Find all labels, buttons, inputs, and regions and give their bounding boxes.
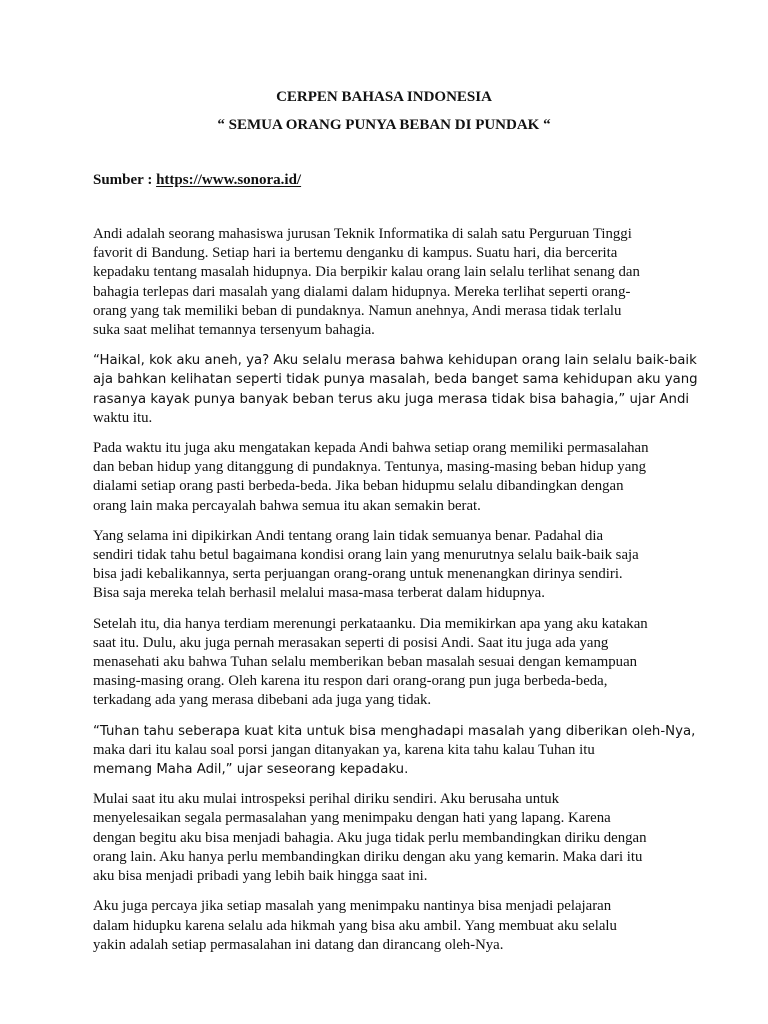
paragraph-line: orang lain. Aku hanya perlu membandingkan diriku dengan aku yang kemarin. Maka dari itu xyxy=(93,848,643,865)
paragraph-line: Bisa saja mereka telah berhasil melalui masa-masa terberat dalam hidupnya. xyxy=(93,585,545,602)
paragraph-line: dialami setiap orang pasti berbeda-beda. Jika beban hidupmu selalu dibandingkan dengan xyxy=(93,478,624,495)
source-label: Sumber : xyxy=(93,172,157,188)
paragraph-line: Pada waktu itu juga aku mengatakan kepada Andi bahwa setiap orang memiliki permasalahan xyxy=(93,440,649,457)
paragraph-line: aja bahkan kelihatan seperti tidak punya masalah, beda banget sama kehidupan aku yang xyxy=(93,372,698,388)
paragraph-line: maka dari itu kalau soal porsi jangan ditanyakan ya, karena kita tahu kalau Tuhan itu xyxy=(93,741,595,758)
paragraph-line: suka saat melihat temannya tersenyum bahagia. xyxy=(93,322,375,339)
paragraph-line: dan beban hidup yang ditanggung di pundaknya. Tentunya, masing-masing beban hidup yang xyxy=(93,459,647,476)
story-body xyxy=(93,225,698,966)
paragraph-line: orang lain maka percayalah bahwa semua itu akan semakin berat. xyxy=(93,497,481,514)
source-link[interactable]: https://www.sonora.id/ xyxy=(156,172,302,188)
paragraph-line: Mulai saat itu aku mulai introspeksi perihal diriku sendiri. Aku berusaha untuk xyxy=(93,791,560,808)
paragraph-line: yakin adalah setiap permasalahan ini datang dan dirancang oleh-Nya. xyxy=(93,936,504,953)
paragraph-line: dalam hidupku karena selalu ada hikmah yang bisa aku ambil. Yang membuat aku selalu xyxy=(93,917,617,934)
paragraph-line: “Tuhan tahu seberapa kuat kita untuk bisa menghadapi masalah yang diberikan oleh-Nya, xyxy=(93,723,696,739)
story-paragraph xyxy=(93,225,683,340)
paragraph-line: saat itu. Dulu, aku juga pernah merasakan seperti di posisi Andi. Saat itu juga ada yang xyxy=(93,634,609,651)
paragraph-line: kepadaku tentang masalah hidupnya. Dia berpikir kalau orang lain selalu terlihat senang dan xyxy=(93,264,640,281)
story-paragraph xyxy=(93,722,696,780)
paragraph-line: masing-masing orang. Oleh karena itu respon dari orang-orang pun juga berbeda-beda, xyxy=(93,673,608,690)
paragraph-line: favorit di Bandung. Setiap hari ia bertemu denganku di kampus. Suatu hari, dia bercerita xyxy=(93,245,618,262)
paragraph-line: aku bisa menjadi pribadi yang lebih baik hingga saat ini. xyxy=(93,868,428,885)
paragraph-line: “Haikal, kok aku aneh, ya? Aku selalu merasa bahwa kehidupan orang lain selalu baik-baik xyxy=(93,353,697,369)
paragraph-line: waktu itu. xyxy=(93,409,153,426)
paragraph-line: bisa jadi kebalikannya, serta perjuangan orang-orang untuk menenangkan dirinya sendiri. xyxy=(93,566,623,583)
story-paragraph xyxy=(93,790,683,886)
paragraph-line: orang yang tak memiliki beban di pundaknya. Namun anehnya, Andi merasa tidak terlalu xyxy=(93,302,622,319)
story-paragraph xyxy=(93,351,698,428)
paragraph-line: terkadang ada yang merasa dibebani ada juga yang tidak. xyxy=(93,692,432,709)
source-line xyxy=(93,170,301,190)
paragraph-line: menasehati aku bahwa Tuhan selalu memberikan beban masalah sesuai dengan kemampuan xyxy=(93,654,638,671)
paragraph-line: memang Maha Adil,” ujar seseorang kepadaku. xyxy=(93,762,409,778)
paragraph-line: Aku juga percaya jika setiap masalah yang menimpaku nantinya bisa menjadi pelajaran xyxy=(93,898,612,915)
paragraph-line: bahagia terlepas dari masalah yang dialami dalam hidupnya. Mereka terlihat seperti orang- xyxy=(93,283,631,300)
story-paragraph xyxy=(93,897,683,955)
paragraph-line: sendiri tidak tahu betul bagaimana kondisi orang lain yang menurutnya selalu baik-baik saja xyxy=(93,547,639,564)
story-paragraph xyxy=(93,615,683,711)
story-paragraph xyxy=(93,439,683,516)
paragraph-line: rasanya kayak punya banyak beban terus aku juga merasa tidak bisa bahagia,” ujar Andi xyxy=(93,391,690,407)
paragraph-line: Setelah itu, dia hanya terdiam merenungi perkataanku. Dia memikirkan apa yang aku katakan xyxy=(93,615,648,632)
document-title: CERPEN BAHASA INDONESIA xyxy=(276,89,492,105)
paragraph-line: Yang selama ini dipikirkan Andi tentang orang lain tidak semuanya benar. Padahal dia xyxy=(93,527,604,544)
story-title: “ SEMUA ORANG PUNYA BEBAN DI PUNDAK “ xyxy=(217,117,551,133)
paragraph-line: Andi adalah seorang mahasiswa jurusan Teknik Informatika di salah satu Perguruan Tinggi xyxy=(93,226,632,242)
paragraph-line: menyelesaikan segala permasalahan yang menimpaku dengan hati yang lapang. Karena xyxy=(93,810,611,827)
paragraph-line: dengan begitu aku bisa menjadi bahagia. Aku juga tidak perlu membandingkan diriku dengan xyxy=(93,829,647,846)
story-paragraph xyxy=(93,527,683,604)
